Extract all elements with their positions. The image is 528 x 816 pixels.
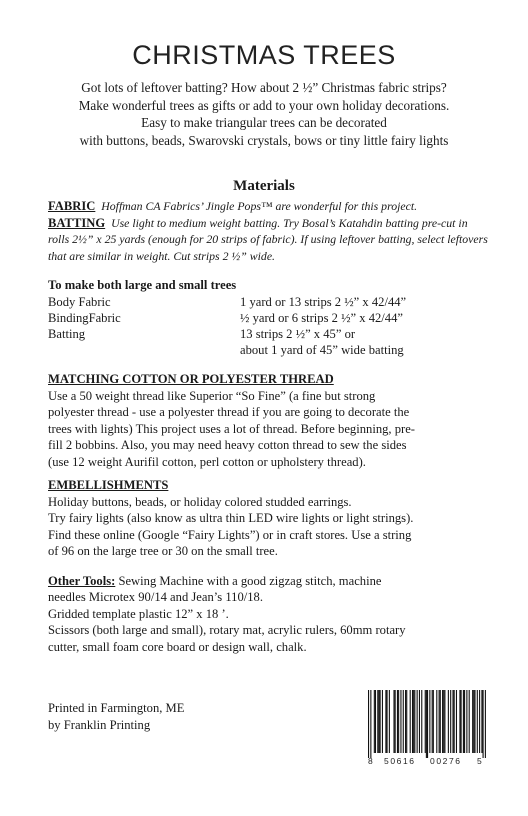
barcode-bar — [393, 690, 394, 753]
barcode-bar — [395, 690, 396, 753]
thread-line: Use a 50 weight thread like Superior “So Fine” (a fine but strong — [48, 389, 376, 403]
barcode-bar — [477, 690, 478, 753]
material-item: Batting — [48, 327, 86, 341]
barcode-bar — [479, 690, 480, 753]
thread-text — [48, 388, 488, 470]
barcode-bar — [456, 690, 457, 753]
embellishments-heading: EMBELLISHMENTS — [48, 478, 169, 492]
barcode-bar — [474, 690, 475, 753]
fabric-label: FABRIC — [48, 199, 96, 213]
barcode-bar — [378, 690, 379, 753]
barcode-bar — [389, 690, 390, 753]
material-amount: ½ yard or 6 strips 2 ½” x 42/44” — [240, 311, 403, 325]
barcode-bar — [413, 690, 414, 753]
intro-line: with buttons, beads, Swarovski crystals, bows or tiny little fairy lights — [79, 132, 449, 148]
thread-line: fill 2 bobbins. Also, you may need heavy cotton thread to sew the sides — [48, 438, 407, 453]
barcode-bar — [454, 690, 455, 753]
barcode-bar — [444, 690, 445, 753]
embellishments-text — [48, 494, 488, 560]
barcode-bar — [368, 690, 369, 758]
barcode-bar — [426, 690, 427, 758]
barcode-bar — [439, 690, 440, 753]
intro-text — [20, 79, 508, 149]
barcode-bar — [425, 690, 426, 753]
barcode-bar — [472, 690, 473, 753]
barcode-bar — [419, 690, 420, 753]
barcode-bar — [414, 690, 415, 753]
barcode-lead-digit: 8 — [368, 756, 373, 766]
barcode-bar — [443, 690, 444, 753]
barcode-bar — [485, 690, 486, 758]
material-row — [48, 295, 488, 311]
barcode-bar — [429, 690, 430, 753]
thread-line: trees with lights) This project uses a lot of thread. Before beginning, pre- — [48, 421, 415, 436]
thread-heading: MATCHING COTTON OR POLYESTER THREAD — [48, 372, 334, 386]
barcode-bar — [461, 690, 462, 753]
barcode-bar — [380, 690, 381, 753]
barcode-bar — [412, 690, 413, 753]
barcode-right-digits: 00276 — [430, 756, 462, 766]
barcode-bar — [483, 690, 484, 758]
barcode-bar — [436, 690, 437, 753]
barcode-bar — [417, 690, 418, 753]
fabric-batting-notes — [48, 198, 488, 264]
tools-first-text: Sewing Machine with a good zigzag stitch, machine — [115, 574, 382, 588]
material-amount: 1 yard or 13 strips 2 ½” x 42/44” — [240, 295, 407, 309]
material-row — [48, 343, 488, 359]
barcode-bar — [466, 690, 467, 753]
printer-info — [48, 700, 184, 734]
printer-line: by Franklin Printing — [48, 718, 151, 732]
barcode-check-digit: 5 — [477, 756, 482, 766]
barcode-bar — [473, 690, 474, 753]
material-row — [48, 327, 488, 343]
material-item: Body Fabric — [48, 295, 111, 309]
barcode-bar — [405, 690, 406, 753]
barcode-bar — [463, 690, 464, 753]
batting-text: Use light to medium weight batting. Try Bosal’s Katahdin batting pre-cut in rolls 2½” x 25 yards (enough for 20 strips of fabric). If using leftover batting, select leftovers that are similar in weight. Cut strips 2 ½” wide. — [48, 215, 488, 263]
barcode-bar — [385, 690, 386, 753]
barcode-bar — [469, 690, 470, 753]
barcode-bar — [374, 690, 375, 753]
barcode-bar — [432, 690, 433, 753]
barcode-bar — [427, 690, 428, 758]
barcode-bar — [481, 690, 482, 753]
barcode-left-digits: 50616 — [384, 756, 416, 766]
tools-label: Other Tools: — [48, 574, 116, 588]
material-item: BindingFabric — [48, 311, 121, 325]
barcode-bar — [421, 690, 422, 753]
embellishments-line: of 96 on the large tree or 30 on the small tree. — [48, 544, 278, 559]
embellishments-line: Find these online (Google “Fairy Lights”) or in craft stores. Use a string — [48, 527, 412, 542]
tools-line: Gridded template plastic 12” x 18 ’. — [48, 606, 229, 621]
barcode-bar — [382, 690, 383, 753]
barcode-bar — [448, 690, 449, 753]
barcode-bar — [400, 690, 401, 753]
thread-line: (use 12 weight Aurifil cotton, perl cotton or upholstery thread). — [48, 454, 366, 469]
intro-line: Got lots of leftover batting? How about 2 ½” Christmas fabric strips? — [81, 80, 447, 95]
embellishments-line: Try fairy lights (also know as ultra thin LED wire lights or light strings). — [48, 511, 414, 526]
material-amount: 13 strips 2 ½” x 45” or — [240, 327, 356, 341]
tools-line: cutter, small foam core board or design wall, chalk. — [48, 639, 307, 654]
intro-line: Easy to make triangular trees can be decorated — [141, 115, 387, 130]
barcode-bar — [375, 690, 376, 753]
other-tools — [48, 573, 488, 655]
fabric-note — [48, 198, 488, 215]
embellishments-line: Holiday buttons, beads, or holiday colored studded earrings. — [48, 495, 352, 509]
thread-line: polyester thread - use a polyester thread if you are going to decorate the — [48, 405, 410, 420]
batting-label: BATTING — [48, 215, 106, 230]
barcode-bar — [397, 690, 398, 753]
barcode-bar — [387, 690, 388, 753]
batting-note — [48, 215, 488, 265]
barcode-bar — [403, 690, 404, 753]
fabric-text: Hoffman CA Fabrics’ Jingle Pops™ are wonderful for this project. — [101, 199, 418, 213]
materials-heading: Materials — [233, 178, 295, 194]
intro-line: Make wonderful trees as gifts or add to your own holiday decorations. — [78, 97, 450, 113]
barcode-bar — [452, 690, 453, 753]
tools-line: Scissors (both large and small), rotary mat, acrylic rulers, 60mm rotary — [48, 623, 406, 638]
material-row — [48, 311, 488, 327]
barcode-bar — [406, 690, 407, 753]
barcode-bar — [377, 690, 378, 753]
barcode-bar — [464, 690, 465, 753]
barcode-bar — [450, 690, 451, 753]
barcode — [368, 690, 486, 760]
barcode-bar — [398, 690, 399, 753]
barcode-bar — [440, 690, 441, 753]
barcode-bar — [433, 690, 434, 753]
tools-first-line — [48, 573, 488, 589]
printer-line: Printed in Farmington, ME — [48, 701, 185, 715]
barcode-bar — [370, 690, 371, 758]
trees-heading: To make both large and small trees — [48, 278, 237, 292]
barcode-bar — [410, 690, 411, 753]
barcode-bar — [459, 690, 460, 753]
tools-line: needles Microtex 90/14 and Jean’s 110/18. — [48, 590, 263, 605]
page-title: CHRISTMAS TREES — [132, 40, 396, 70]
barcode-bar — [442, 690, 443, 753]
material-amount: about 1 yard of 45” wide batting — [240, 343, 404, 357]
